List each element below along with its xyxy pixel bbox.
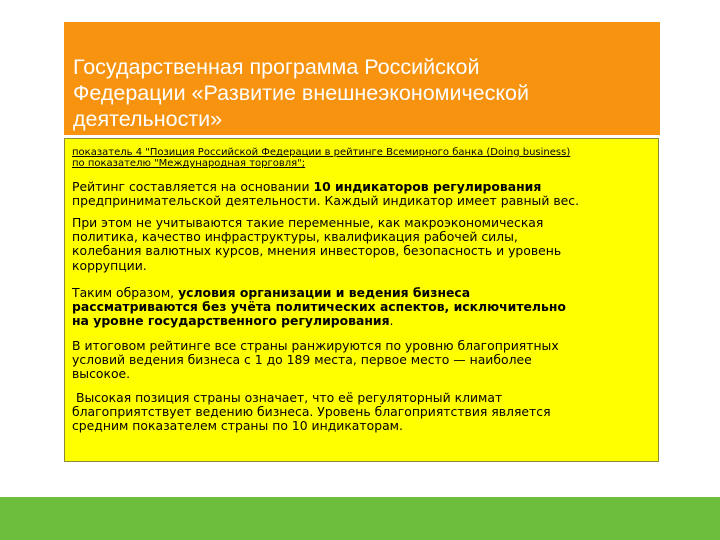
- title-line: Федерации «Развитие внешнеэкономической: [73, 81, 529, 105]
- text-line: колебания валютных курсов, мнения инвесторов, безопасность и уровень: [72, 243, 562, 259]
- indicator-text: "Позиция Российской Федерации в рейтинге Всемирного банка (Doing business): [142, 147, 571, 158]
- text-line: условий ведения бизнеса с 1 до 189 места, первое место — наиболее: [72, 352, 532, 368]
- indicator-text-2: по показателю "Международная торговля";: [72, 158, 306, 169]
- indicator-number: показатель 4: [72, 147, 143, 158]
- text-line: высокое.: [72, 366, 131, 382]
- paragraph-rating-basis: [72, 180, 658, 208]
- bold-span: на уровне государственного регулирования: [72, 313, 390, 329]
- bold-span: рассматриваются без учёта политических аспектов, исключительно: [72, 299, 566, 315]
- text-line: В итоговом рейтинге все страны ранжируются по уровню благоприятных: [72, 338, 559, 353]
- text-span: Таким образом,: [72, 285, 179, 300]
- title-line: деятельности»: [73, 107, 223, 131]
- text-line: средним показателем страны по 10 индикаторам.: [72, 418, 403, 434]
- paragraph-excluded-variables: [72, 216, 658, 273]
- text-line: благоприятствует ведению бизнеса. Уровень благоприятствия является: [72, 404, 551, 420]
- footer-bar: [0, 497, 720, 540]
- bold-span: условия организации и ведения бизнеса: [178, 285, 471, 300]
- content-panel: [64, 138, 659, 462]
- bold-span: 10 индикаторов регулирования: [313, 179, 542, 194]
- paragraph-high-position: [72, 391, 658, 434]
- text-line: Высокая позиция страны означает, что её регуляторный климат: [72, 390, 503, 405]
- indicator-note: [72, 147, 654, 169]
- title-banner: [64, 22, 660, 135]
- text-span: .: [389, 313, 394, 329]
- text-line: политика, качество инфраструктуры, квалификация рабочей силы,: [72, 229, 518, 245]
- text-line: предпринимательской деятельности. Каждый индикатор имеет равный вес.: [72, 193, 580, 209]
- text-span: Рейтинг составляется на основании: [72, 179, 314, 194]
- text-line: При этом не учитываются такие переменные, как макроэкономическая: [72, 215, 544, 230]
- title-line: Государственная программа Российской: [73, 55, 480, 79]
- slide-title: [73, 54, 653, 132]
- paragraph-conclusion: [72, 286, 658, 329]
- paragraph-ranking: [72, 339, 658, 382]
- text-line: коррупции.: [72, 257, 147, 273]
